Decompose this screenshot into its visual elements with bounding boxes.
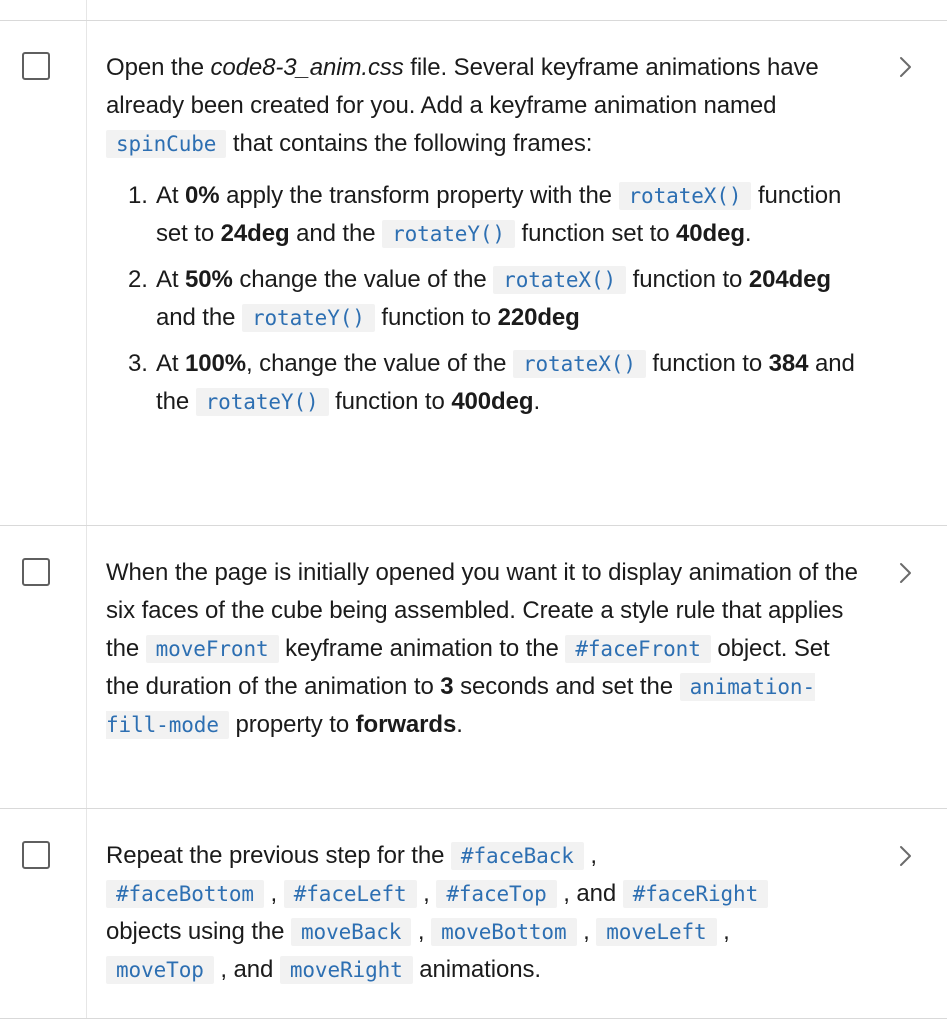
code-snippet: rotateX() (493, 266, 626, 294)
task-checkbox[interactable] (22, 52, 50, 80)
task-checkbox[interactable] (22, 558, 50, 586)
gutter-divider (0, 0, 87, 20)
task-text: When the page is initially opened you want it to display animation of the six faces of the cube being assembled. Create a style rule that applies the moveFront keyframe animation to the #faceFront object. Set the duration of the animation to 3 seconds and set the animation- fill-mode property to forwards. (106, 559, 858, 738)
task-intro: Open the code8-3_anim.css file. Several keyframe animations have already been created for you. Add a keyframe animation named spinCube that contains the following frames: (106, 54, 819, 157)
task-checkbox[interactable] (22, 841, 50, 869)
task-text: Repeat the previous step for the #faceBack , #faceBottom , #faceLeft , #faceTop , and #faceRight objects using the moveBack , moveBottom , moveLeft , moveTop , and moveRight animations. (106, 837, 866, 989)
file-name: code8-3_anim.css (210, 54, 404, 81)
code-snippet: rotateY() (382, 220, 515, 248)
code-snippet: rotateX() (513, 350, 646, 378)
code-snippet: moveBottom (431, 918, 576, 946)
task-description (106, 49, 866, 429)
code-snippet: #faceBottom (106, 880, 264, 908)
task-gutter (0, 21, 87, 525)
task-description (106, 837, 866, 989)
code-snippet: moveRight (280, 956, 413, 984)
chevron-right-icon[interactable] (893, 844, 917, 868)
chevron-right-icon[interactable] (893, 55, 917, 79)
code-snippet: #faceTop (436, 880, 556, 908)
code-snippet: #faceBack (451, 842, 584, 870)
code-snippet: #faceFront (565, 635, 710, 663)
task-description (106, 554, 866, 744)
chevron-right-icon[interactable] (893, 561, 917, 585)
code-snippet: #faceLeft (284, 880, 417, 908)
code-snippet: moveTop (106, 956, 214, 984)
list-item: 2. At 50% change the value of the rotateX() function to 204deg and the rotateY() function to 220deg (128, 266, 831, 331)
code-anim-name: spinCube (106, 130, 226, 158)
code-snippet: rotateY() (196, 388, 329, 416)
code-snippet: moveLeft (596, 918, 716, 946)
code-snippet: rotateY() (242, 304, 375, 332)
code-snippet: rotateX() (619, 182, 752, 210)
task-item-3 (0, 809, 947, 1019)
task-item-2 (0, 526, 947, 809)
code-snippet: moveFront (146, 635, 279, 663)
list-item: 1. At 0% apply the transform property with the rotateX() function set to 24deg and the rotateY() function set to 40deg. (128, 182, 842, 247)
code-snippet: #faceRight (623, 880, 768, 908)
frames-list (106, 177, 866, 421)
code-snippet: animation- fill-mode (106, 675, 816, 737)
code-snippet: moveBack (291, 918, 411, 946)
list-item: 3. At 100%, change the value of the rotateX() function to 384 and the rotateY() function to 400deg. (128, 350, 855, 415)
task-item-1 (0, 21, 947, 526)
previous-task-edge (0, 0, 947, 21)
